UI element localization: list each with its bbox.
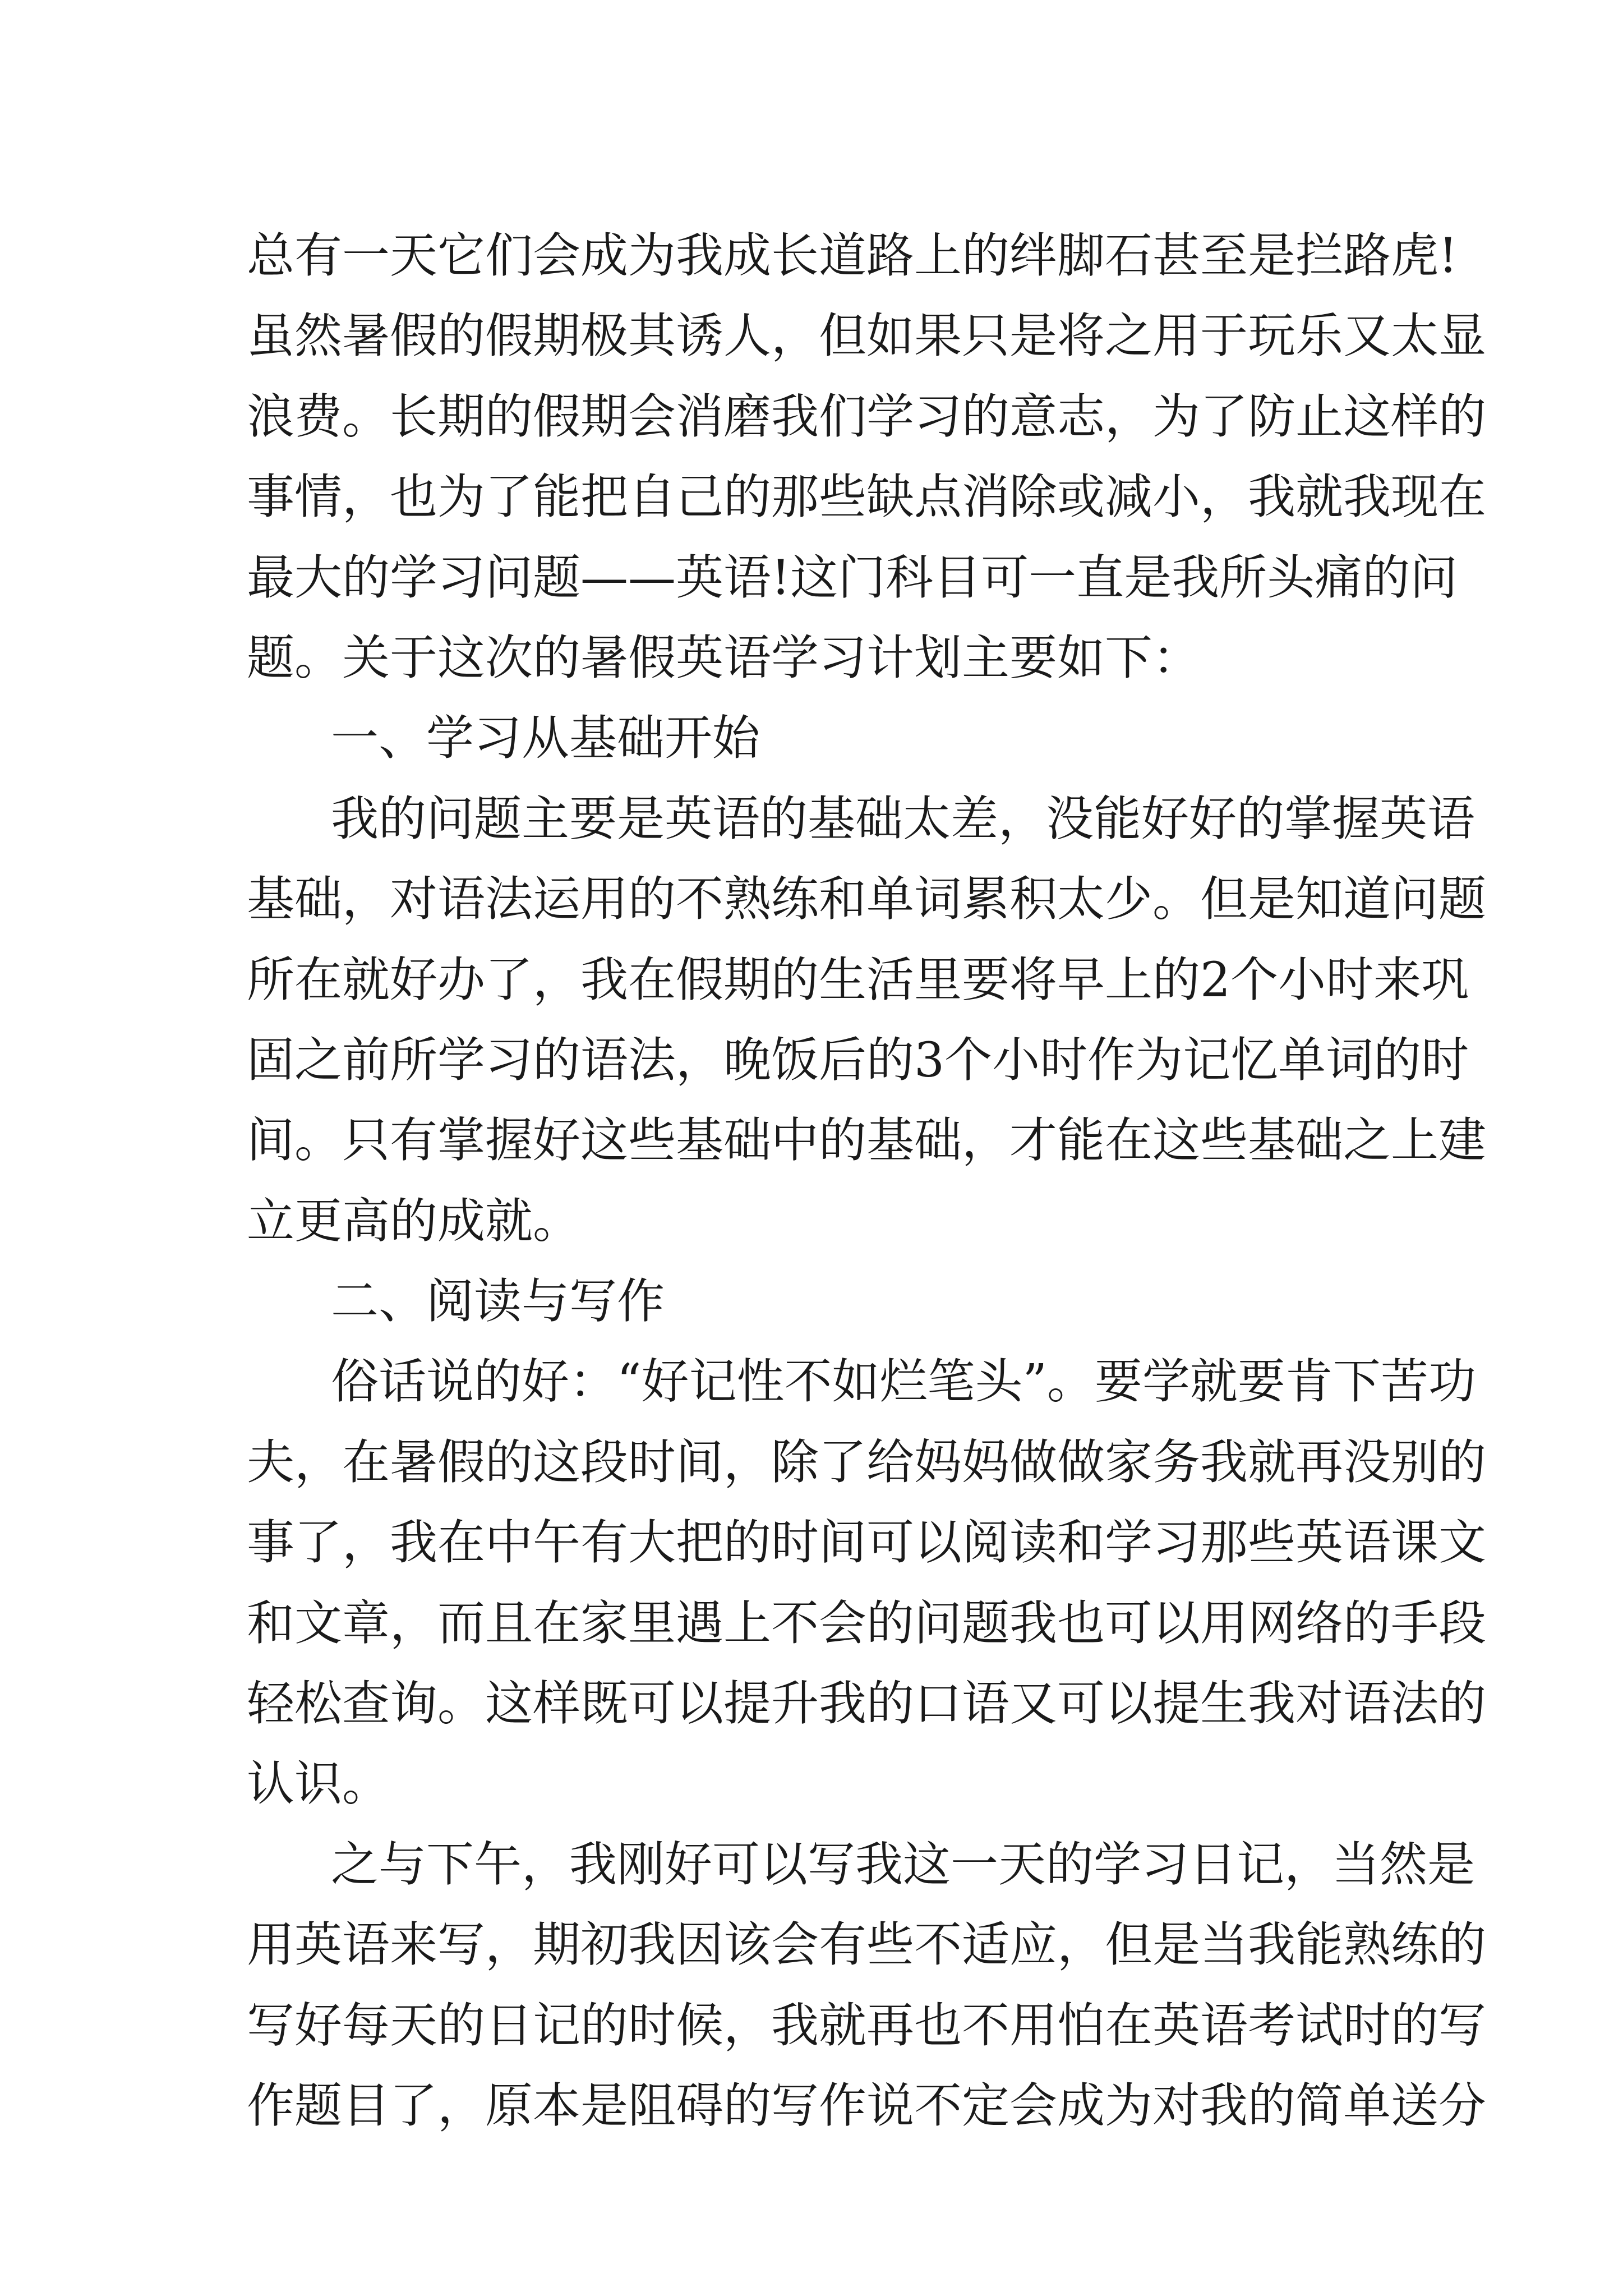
body-line: 认识。 (247, 1756, 390, 1812)
body-line: 最大的学习问题——英语!这门科目可一直是我所头痛的问 (247, 550, 1458, 606)
body-line: 我的问题主要是英语的基础太差，没能好好的掌握英语 (331, 791, 1476, 847)
body-line: 之与下午，我刚好可以写我这一天的学习日记，当然是 (331, 1837, 1476, 1893)
section-heading: 二、阅读与写作 (331, 1274, 665, 1330)
body-line: 和文章，而且在家里遇上不会的问题我也可以用网络的手段 (247, 1595, 1487, 1651)
body-line: 写好每天的日记的时候，我就再也不用怕在英语考试时的写 (247, 1998, 1487, 2054)
body-line: 事了，我在中午有大把的时间可以阅读和学习那些英语课文 (247, 1515, 1487, 1571)
body-line: 间。只有掌握好这些基础中的基础，才能在这些基础之上建 (247, 1113, 1487, 1169)
body-line: 夫，在暑假的这段时间，除了给妈妈做做家务我就再没别的 (247, 1434, 1487, 1490)
body-line: 题。关于这次的暑假英语学习计划主要如下： (247, 630, 1201, 686)
document-body (247, 216, 1487, 2146)
body-line: 轻松查询。这样既可以提升我的口语又可以提生我对语法的 (247, 1676, 1487, 1732)
body-line: 基础，对语法运用的不熟练和单词累积太少。但是知道问题 (247, 872, 1487, 928)
body-line: 总有一天它们会成为我成长道路上的绊脚石甚至是拦路虎! (247, 228, 1458, 284)
body-line: 立更高的成就。 (247, 1193, 581, 1249)
body-line: 用英语来写，期初我因该会有些不适应，但是当我能熟练的 (247, 1917, 1487, 1973)
body-line: 作题目了，原本是阻碍的写作说不定会成为对我的简单送分 (247, 2078, 1487, 2134)
body-line: 所在就好办了，我在假期的生活里要将早上的2个小时来巩 (247, 952, 1469, 1008)
body-line: 事情，也为了能把自己的那些缺点消除或减小，我就我现在 (247, 470, 1487, 526)
body-line: 浪费。长期的假期会消磨我们学习的意志，为了防止这样的 (247, 389, 1487, 445)
body-line: 俗话说的好：“好记性不如烂笔头”。要学就要肯下苦功 (331, 1354, 1476, 1410)
body-line: 固之前所学习的语法，晚饭后的3个小时作为记忆单词的时 (247, 1032, 1469, 1088)
body-line: 虽然暑假的假期极其诱人，但如果只是将之用于玩乐又太显 (247, 309, 1487, 365)
section-heading: 一、学习从基础开始 (331, 711, 760, 767)
